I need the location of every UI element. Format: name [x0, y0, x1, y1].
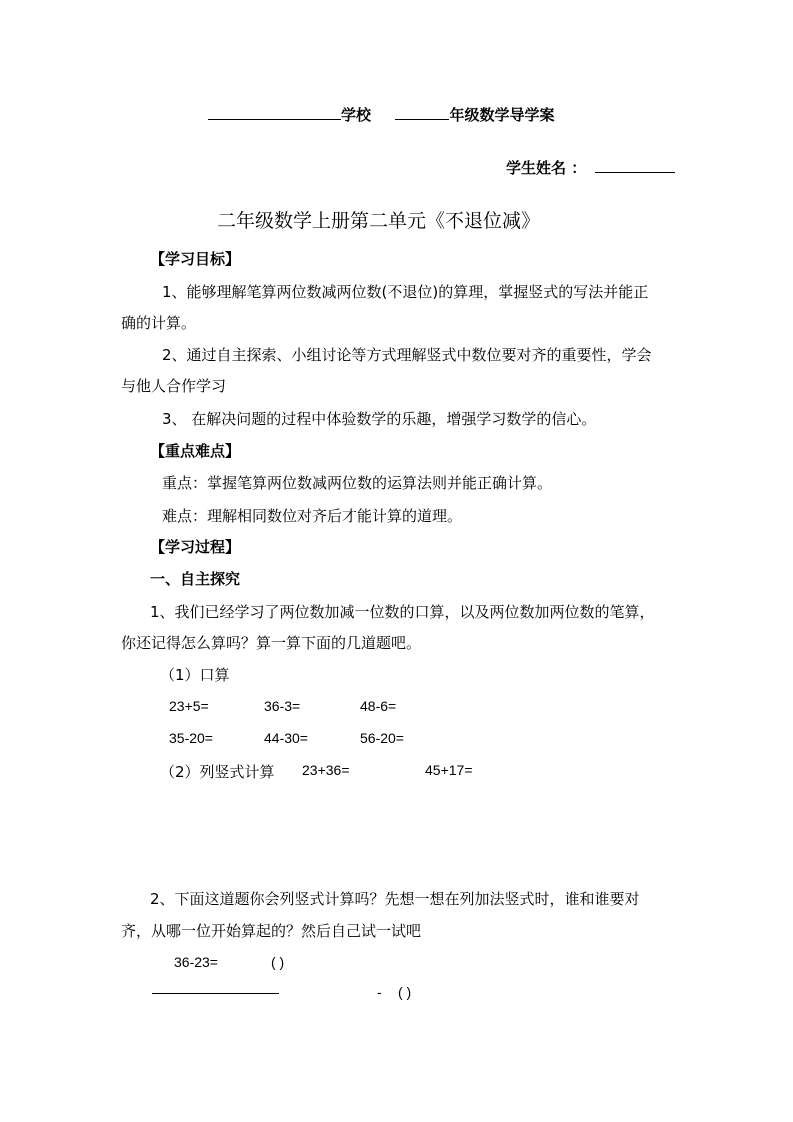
question-2-line-1: 2、下面这道题你会列竖式计算吗？先想一想在列加法竖式时，谁和谁要对	[150, 890, 640, 908]
section-1-heading: 一、自主探究	[150, 570, 241, 588]
question-2-minus: -	[377, 984, 382, 1000]
vertical-calc-label: （2）列竖式计算	[160, 763, 275, 781]
oral-row-1-item-3: 48-6=	[360, 698, 397, 714]
oral-row-1-item-1: 23+5=	[169, 698, 209, 714]
answer-line	[152, 993, 279, 994]
question-2-answer-paren-2[interactable]: ( )	[398, 984, 412, 1000]
student-name-line	[506, 157, 675, 178]
oral-calc-label: （1）口算	[160, 666, 230, 684]
school-label: 学校	[341, 106, 372, 124]
question-2-line-2: 齐，从哪一位开始算起的？然后自己试一试吧	[121, 922, 422, 940]
grade-label: 年级数学导学案	[449, 106, 555, 124]
question-1-line-1: 1、我们已经学习了两位数加减一位数的口算，以及两位数加两位数的笔算，	[150, 603, 655, 621]
objectives-heading: 【学习目标】	[150, 250, 241, 268]
objective-2-line-1: 2、通过自主探索、小组讨论等方式理解竖式中数位要对齐的重要性，学会	[162, 346, 652, 364]
objective-3: 3、 在解决问题的过程中体验数学的乐趣，增强学习数学的信心。	[162, 410, 597, 428]
oral-row-2-item-3: 56-20=	[360, 730, 404, 746]
oral-row-2-item-2: 44-30=	[264, 730, 308, 746]
question-2-answer-paren[interactable]: ( )	[271, 954, 285, 970]
key-points-heading: 【重点难点】	[150, 442, 241, 460]
objective-2-line-2: 与他人合作学习	[121, 377, 227, 395]
difficulty-point: 难点：理解相同数位对齐后才能计算的道理。	[162, 507, 463, 525]
grade-blank[interactable]	[395, 105, 449, 120]
objective-1-line-2: 确的计算。	[121, 314, 197, 332]
school-blank[interactable]	[208, 105, 341, 120]
objective-1-line-1: 1、能够理解笔算两位数减两位数(不退位)的算理，掌握竖式的写法并能正	[162, 283, 649, 301]
oral-row-2-item-1: 35-20=	[169, 730, 213, 746]
student-name-label: 学生姓名 ：	[506, 159, 587, 177]
oral-row-1-item-2: 36-3=	[264, 698, 301, 714]
vertical-item-2: 45+17=	[425, 762, 473, 778]
header-line	[208, 104, 555, 125]
key-point: 重点：掌握笔算两位数减两位数的运算法则并能正确计算。	[162, 474, 553, 492]
question-1-line-2: 你还记得怎么算吗？算一算下面的几道题吧。	[121, 634, 422, 652]
process-heading: 【学习过程】	[150, 538, 241, 556]
question-2-expression: 36-23=	[174, 954, 218, 970]
page-title: 二年级数学上册第二单元《不退位减》	[217, 210, 541, 232]
student-name-blank[interactable]	[595, 158, 675, 173]
vertical-item-1: 23+36=	[302, 762, 350, 778]
